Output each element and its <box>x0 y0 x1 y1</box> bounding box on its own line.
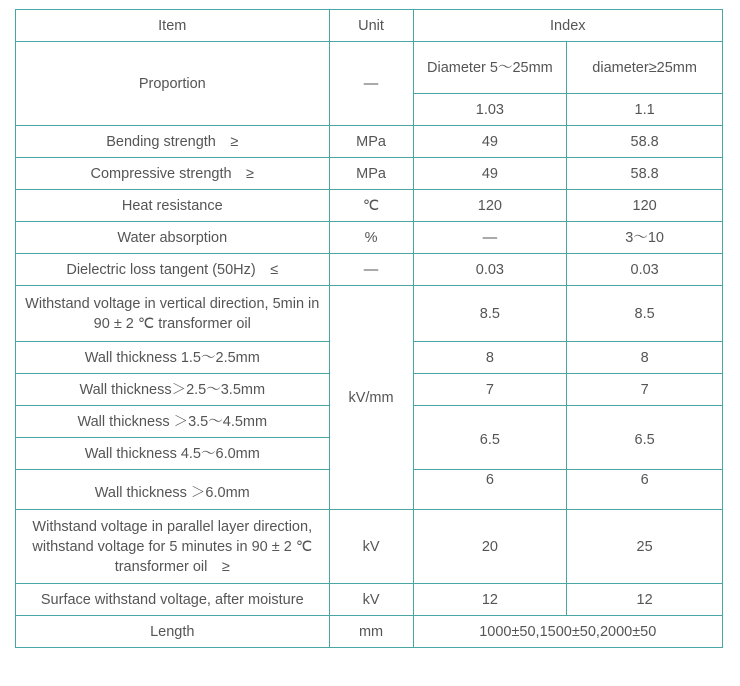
wall-thickness-item: Wall thickness 4.5～6.0mm <box>16 438 330 470</box>
row-value-small: — <box>413 222 567 254</box>
row-value-small: 49 <box>413 158 567 190</box>
wall-thickness-item: Wall thickness 1.5～2.5mm <box>16 342 330 374</box>
row-value-large: 3～10 <box>567 222 723 254</box>
withstand-parallel-value-large: 25 <box>567 510 723 584</box>
header-row <box>16 10 723 42</box>
diameter-small-label: Diameter 5～25mm <box>413 42 567 94</box>
proportion-row <box>16 42 723 94</box>
surface-voltage-unit: kV <box>329 584 413 616</box>
row-unit: — <box>329 254 413 286</box>
withstand-vertical-unit: kV/mm <box>329 286 413 510</box>
table-row <box>16 190 723 222</box>
wall-thickness-value-small: 6 <box>413 470 567 510</box>
withstand-vertical-item: Withstand voltage in vertical direction, 5min in 90 ± 2 ℃ transformer oil <box>16 286 330 342</box>
row-item: Bending strength ≥ <box>16 126 330 158</box>
withstand-parallel-item: Withstand voltage in parallel layer direction, withstand voltage for 5 minutes in 90 ± 2 ℃ transformer oil ≥ <box>16 510 330 584</box>
surface-voltage-row <box>16 584 723 616</box>
row-value-small: 120 <box>413 190 567 222</box>
withstand-parallel-row <box>16 510 723 584</box>
surface-voltage-value-small: 12 <box>413 584 567 616</box>
row-item: Dielectric loss tangent (50Hz) ≤ <box>16 254 330 286</box>
table-row <box>16 126 723 158</box>
diameter-large-label: diameter≥25mm <box>567 42 723 94</box>
wall-thickness-value-large: 6.5 <box>567 406 723 470</box>
header-unit: Unit <box>329 10 413 42</box>
surface-voltage-value-large: 12 <box>567 584 723 616</box>
wall-thickness-value-large: 8 <box>567 342 723 374</box>
row-value-large: 120 <box>567 190 723 222</box>
wall-thickness-value-small: 6.5 <box>413 406 567 470</box>
row-unit: MPa <box>329 158 413 190</box>
withstand-parallel-unit: kV <box>329 510 413 584</box>
proportion-item: Proportion <box>16 42 330 126</box>
surface-voltage-item: Surface withstand voltage, after moisture <box>16 584 330 616</box>
row-value-large: 0.03 <box>567 254 723 286</box>
row-value-large: 58.8 <box>567 126 723 158</box>
row-unit: % <box>329 222 413 254</box>
wall-thickness-item: Wall thickness ＞6.0mm <box>16 470 330 510</box>
header-item: Item <box>16 10 330 42</box>
wall-thickness-item: Wall thickness＞2.5～3.5mm <box>16 374 330 406</box>
wall-thickness-value-large: 6 <box>567 470 723 510</box>
table-row <box>16 254 723 286</box>
withstand-parallel-value-small: 20 <box>413 510 567 584</box>
table-row <box>16 222 723 254</box>
row-item: Water absorption <box>16 222 330 254</box>
row-value-small: 0.03 <box>413 254 567 286</box>
row-unit: MPa <box>329 126 413 158</box>
row-value-small: 49 <box>413 126 567 158</box>
length-row <box>16 616 723 648</box>
length-value: 1000±50,1500±50,2000±50 <box>413 616 722 648</box>
length-unit: mm <box>329 616 413 648</box>
length-item: Length <box>16 616 330 648</box>
proportion-unit: — <box>329 42 413 126</box>
specifications-table <box>15 9 723 648</box>
wall-thickness-item: Wall thickness ＞3.5～4.5mm <box>16 406 330 438</box>
wall-thickness-value-small: 7 <box>413 374 567 406</box>
row-value-large: 58.8 <box>567 158 723 190</box>
row-item: Compressive strength ≥ <box>16 158 330 190</box>
proportion-value-large: 1.1 <box>567 94 723 126</box>
row-unit: ℃ <box>329 190 413 222</box>
withstand-vertical-value-small: 8.5 <box>413 286 567 342</box>
header-index: Index <box>413 10 722 42</box>
withstand-vertical-value-large: 8.5 <box>567 286 723 342</box>
proportion-value-small: 1.03 <box>413 94 567 126</box>
table-row <box>16 158 723 190</box>
wall-thickness-value-small: 8 <box>413 342 567 374</box>
withstand-vertical-row <box>16 286 723 342</box>
row-item: Heat resistance <box>16 190 330 222</box>
wall-thickness-value-large: 7 <box>567 374 723 406</box>
